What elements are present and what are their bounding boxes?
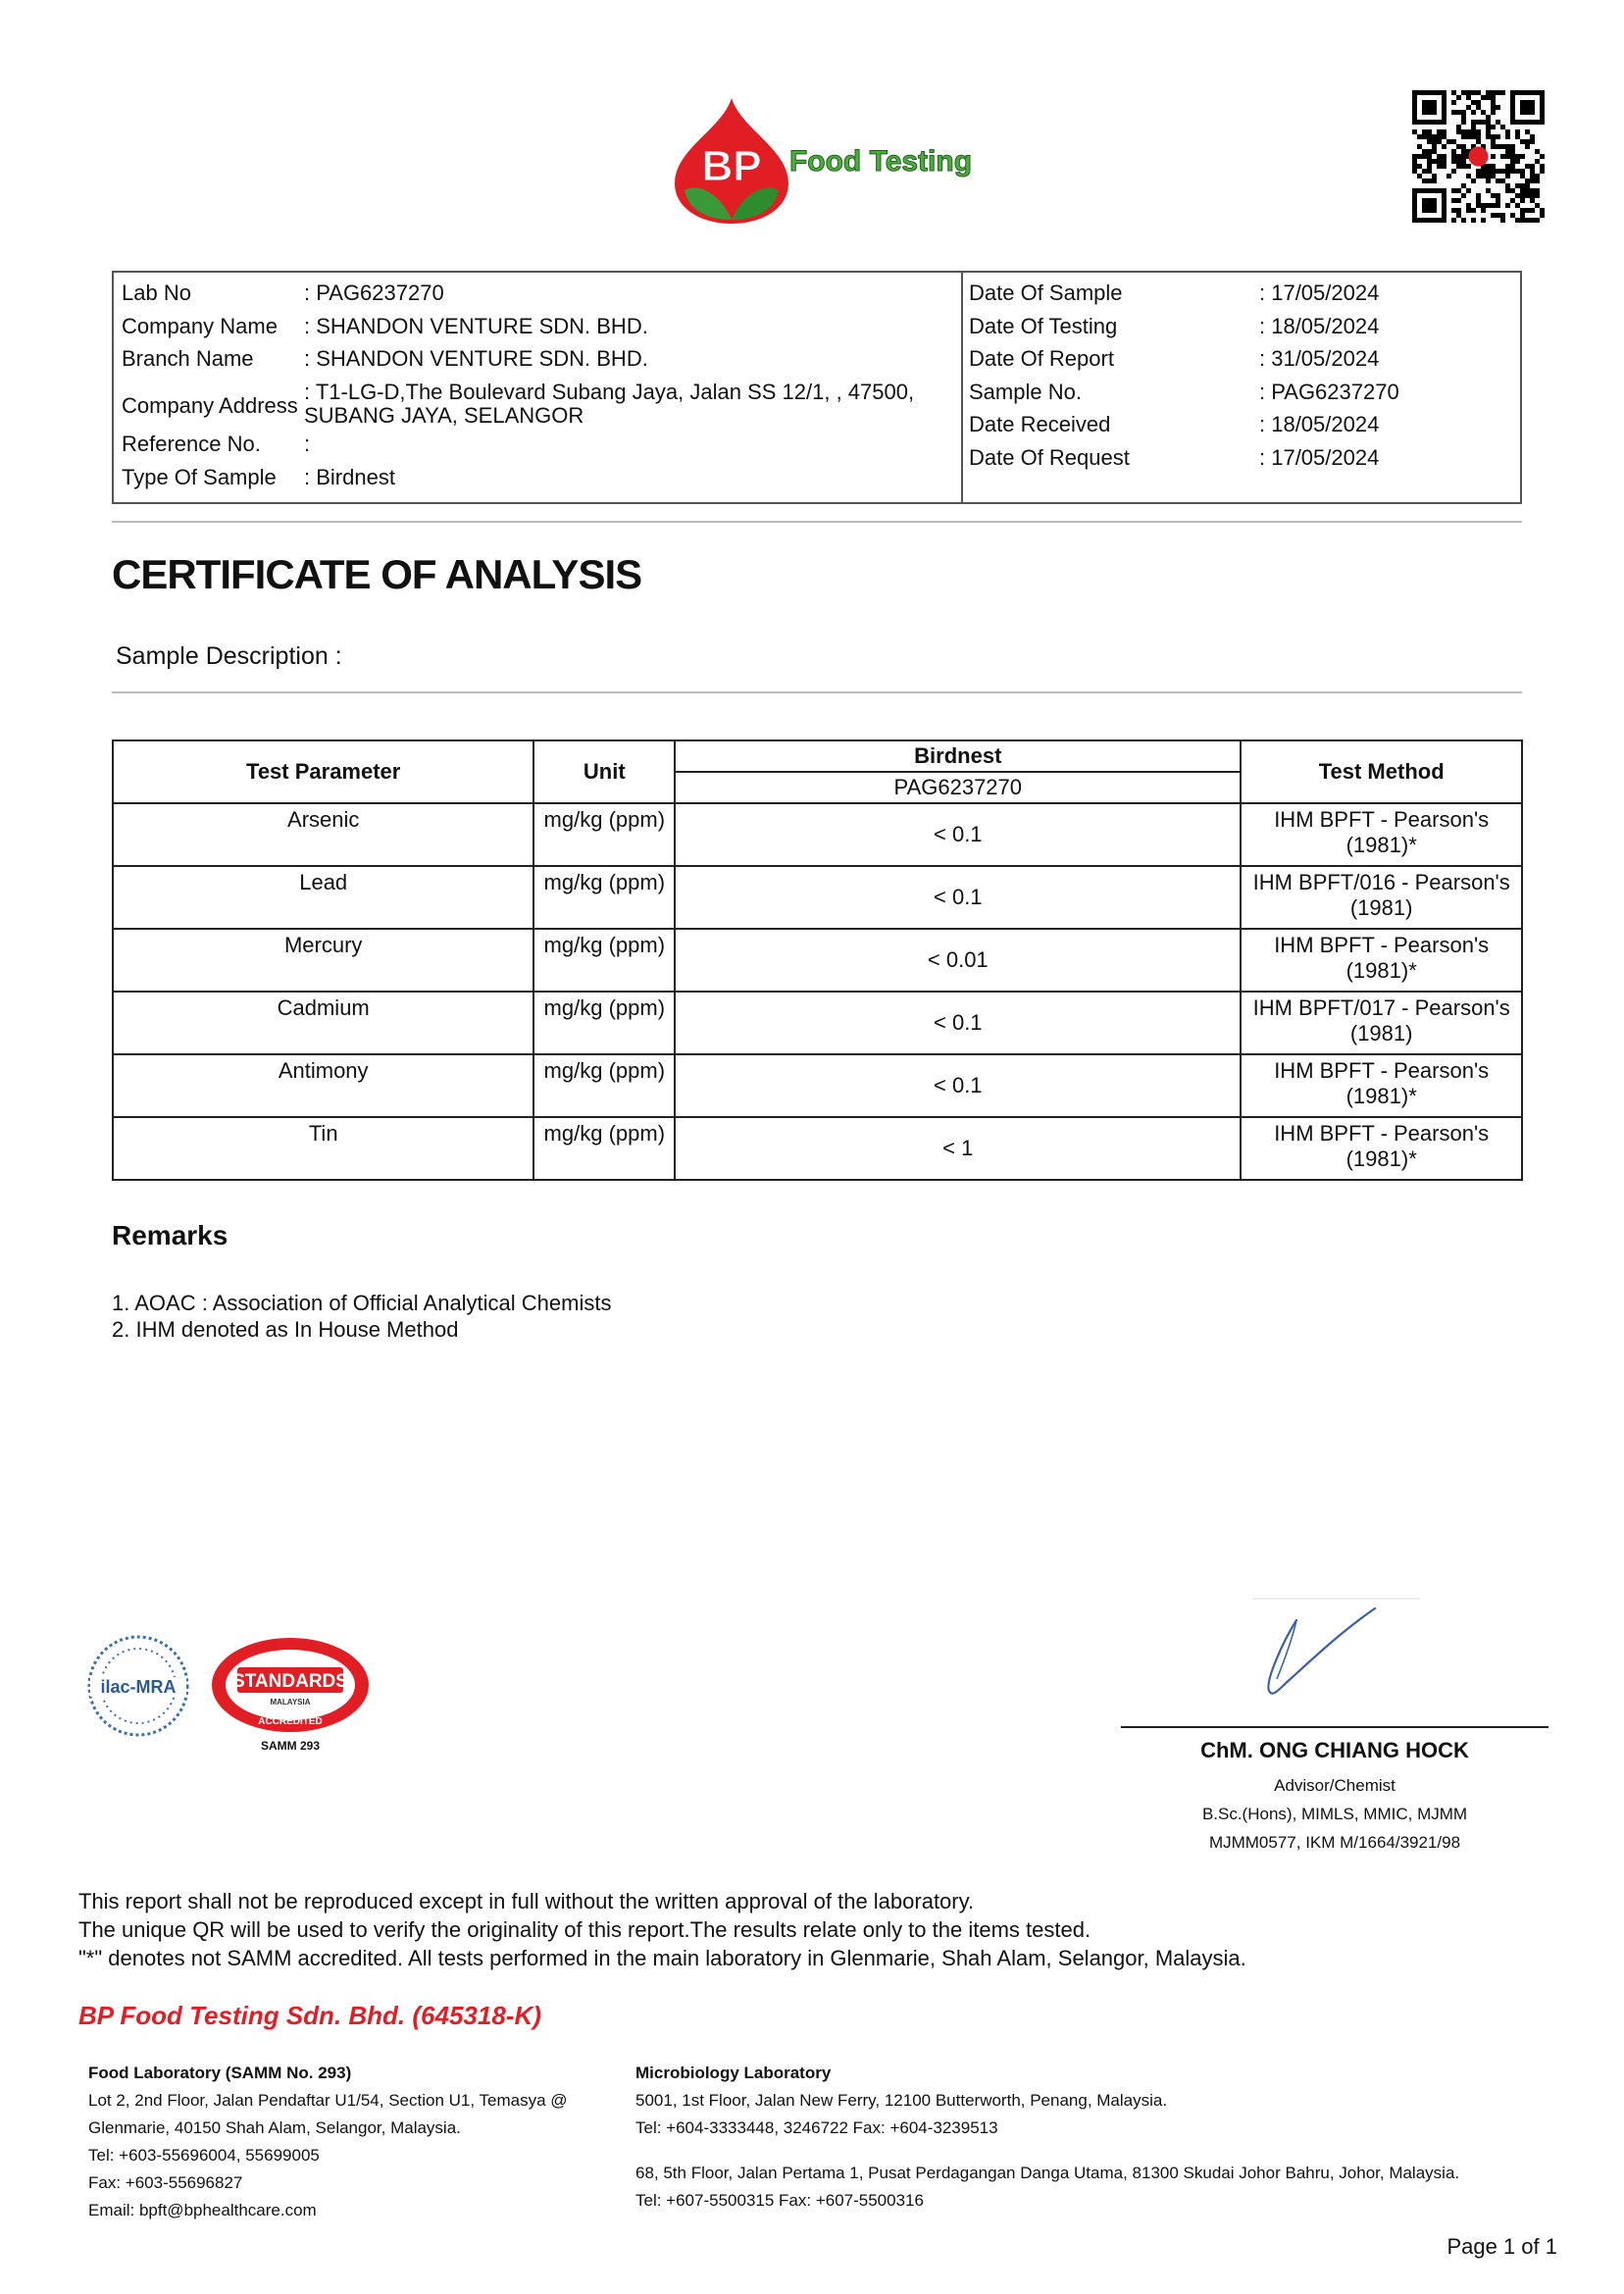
verification-qr-code[interactable] <box>1412 90 1545 223</box>
company-name: BP Food Testing Sdn. Bhd. (645318-K) <box>78 2001 541 2030</box>
info-label: Date Of Request <box>969 444 1130 470</box>
info-label: Type Of Sample <box>122 464 277 489</box>
cell-parameter: Antimony <box>113 1054 533 1117</box>
cell-method: IHM BPFT/017 - Pearson's (1981) <box>1241 992 1522 1054</box>
info-value: : Birdnest <box>304 464 395 489</box>
signatory-qualifications: B.Sc.(Hons), MIMLS, MMIC, MJMM <box>1201 1805 1468 1823</box>
info-label: Company Name <box>122 313 278 338</box>
bp-food-testing-logo <box>663 90 977 228</box>
table-row <box>113 1117 1522 1180</box>
johor-lab-line: Tel: +607-5500315 Fax: +607-5500316 <box>635 2191 924 2210</box>
table-row <box>113 866 1522 929</box>
logo-initials: BP <box>701 142 762 190</box>
cell-result: < 0.1 <box>675 992 1241 1054</box>
divider-line <box>112 521 1522 523</box>
info-value: : <box>304 432 311 456</box>
food-lab-heading: Food Laboratory (SAMM No. 293) <box>88 2064 352 2082</box>
cell-result: < 1 <box>675 1117 1241 1180</box>
micro-lab-line: Tel: +604-3333448, 3246722 Fax: +604-3239513 <box>635 2118 998 2137</box>
cell-parameter: Lead <box>113 866 533 929</box>
cell-method: IHM BPFT/016 - Pearson's (1981) <box>1241 866 1522 929</box>
info-label: Date Of Sample <box>969 280 1123 305</box>
info-label: Lab No <box>122 280 191 305</box>
cell-method: IHM BPFT - Pearson's (1981)* <box>1241 929 1522 992</box>
standards-text: STANDARDS <box>232 1671 348 1692</box>
results-table <box>112 739 1523 1181</box>
footer-note: This report shall not be reproduced except in full without the written approval of the laboratory. <box>78 1889 975 1913</box>
signature-image <box>1245 1591 1422 1718</box>
cell-parameter: Mercury <box>113 929 533 992</box>
col-header-parameter: Test Parameter <box>113 740 533 803</box>
info-value: : 31/05/2024 <box>1259 346 1380 371</box>
cell-parameter: Tin <box>113 1117 533 1180</box>
info-value: : PAG6237270 <box>304 280 444 305</box>
remarks-heading: Remarks <box>112 1220 228 1250</box>
accredited-text: ACCREDITED <box>258 1716 323 1727</box>
micro-lab-heading: Microbiology Laboratory <box>635 2064 832 2082</box>
signatory-name: ChM. ONG CHIANG HOCK <box>1200 1738 1469 1762</box>
food-lab-address <box>88 2060 568 2224</box>
signatory-registration: MJMM0577, IKM M/1664/3921/98 <box>1208 1833 1461 1852</box>
info-label: Company Address <box>122 392 298 418</box>
col-header-method: Test Method <box>1241 740 1522 803</box>
signature-line <box>1121 1726 1548 1728</box>
info-value: : 17/05/2024 <box>1259 444 1380 470</box>
logo-name: Food Testing <box>788 145 973 178</box>
divider-line <box>112 691 1522 693</box>
johor-lab-line: 68, 5th Floor, Jalan Pertama 1, Pusat Perdagangan Danga Utama, 81300 Skudai Johor Bahru, Johor, Malaysia. <box>635 2164 1460 2182</box>
cell-method: IHM BPFT - Pearson's (1981)* <box>1241 803 1522 866</box>
info-value: : 17/05/2024 <box>1259 280 1380 305</box>
info-label: Sample No. <box>969 379 1082 404</box>
signatory-role: Advisor/Chemist <box>1274 1776 1396 1795</box>
food-lab-line: Lot 2, 2nd Floor, Jalan Pendaftar U1/54, Section U1, Temasya @ <box>88 2091 568 2110</box>
table-row <box>113 1054 1522 1117</box>
remark-item: 2. IHM denoted as In House Method <box>112 1317 459 1342</box>
info-value: : T1-LG-D,The Boulevard Subang Jaya, Jalan SS 12/1, , 47500, <box>304 379 915 404</box>
cell-result: < 0.1 <box>675 866 1241 929</box>
ilac-mra-logo <box>84 1632 192 1740</box>
cell-result: < 0.1 <box>675 1054 1241 1117</box>
info-label: Date Of Testing <box>969 313 1118 338</box>
food-lab-line: Fax: +603-55696827 <box>88 2173 243 2192</box>
info-label: Reference No. <box>122 432 261 456</box>
table-row <box>113 929 1522 992</box>
food-lab-line: Tel: +603-55696004, 55699005 <box>88 2146 320 2165</box>
cell-unit: mg/kg (ppm) <box>533 992 675 1054</box>
sample-description-label: Sample Description : <box>116 642 342 670</box>
cell-unit: mg/kg (ppm) <box>533 1054 675 1117</box>
col-header-unit: Unit <box>533 740 675 803</box>
info-label: Branch Name <box>122 346 254 371</box>
info-value: : 18/05/2024 <box>1259 412 1380 436</box>
food-lab-email[interactable]: Email: bpft@bphealthcare.com <box>88 2201 317 2219</box>
cell-result: < 0.1 <box>675 803 1241 866</box>
remark-item: 1. AOAC : Association of Official Analytical Chemists <box>112 1291 612 1315</box>
table-row <box>113 803 1522 866</box>
footer-note: "*" denotes not SAMM accredited. All tests performed in the main laboratory in Glenmarie, Shah Alam, Selangor, Malaysia. <box>78 1946 1246 1970</box>
info-value: : PAG6237270 <box>1259 379 1399 404</box>
food-lab-line: Glenmarie, 40150 Shah Alam, Selangor, Malaysia. <box>88 2118 461 2137</box>
page-number: Page 1 of 1 <box>1446 2234 1557 2259</box>
table-row <box>113 992 1522 1054</box>
col-header-sample-id: PAG6237270 <box>675 772 1241 803</box>
col-header-sample-group: Birdnest <box>675 740 1241 772</box>
micro-lab-address <box>635 2060 1459 2215</box>
cell-result: < 0.01 <box>675 929 1241 992</box>
info-value: : SHANDON VENTURE SDN. BHD. <box>304 313 648 338</box>
footer-note: The unique QR will be used to verify the originality of this report.The results relate only to the items tested. <box>78 1917 1091 1942</box>
info-divider <box>961 273 963 502</box>
info-label: Date Of Report <box>969 346 1114 371</box>
micro-lab-line: 5001, 1st Floor, Jalan New Ferry, 12100 Butterworth, Penang, Malaysia. <box>635 2091 1168 2110</box>
page-title: CERTIFICATE OF ANALYSIS <box>112 551 642 597</box>
standards-malaysia-logo <box>208 1634 373 1756</box>
cell-method: IHM BPFT - Pearson's (1981)* <box>1241 1054 1522 1117</box>
cell-unit: mg/kg (ppm) <box>533 803 675 866</box>
cell-method: IHM BPFT - Pearson's (1981)* <box>1241 1117 1522 1180</box>
info-value: : SHANDON VENTURE SDN. BHD. <box>304 346 648 371</box>
cell-unit: mg/kg (ppm) <box>533 866 675 929</box>
info-value: : 18/05/2024 <box>1259 313 1380 338</box>
cell-unit: mg/kg (ppm) <box>533 1117 675 1180</box>
ilac-text: ilac-MRA <box>100 1677 177 1697</box>
info-value-line2: SUBANG JAYA, SELANGOR <box>304 402 584 428</box>
cell-parameter: Cadmium <box>113 992 533 1054</box>
cell-unit: mg/kg (ppm) <box>533 929 675 992</box>
cell-parameter: Arsenic <box>113 803 533 866</box>
info-label: Date Received <box>969 412 1111 436</box>
malaysia-text: MALAYSIA <box>270 1698 311 1707</box>
samm-text: SAMM 293 <box>260 1739 321 1753</box>
